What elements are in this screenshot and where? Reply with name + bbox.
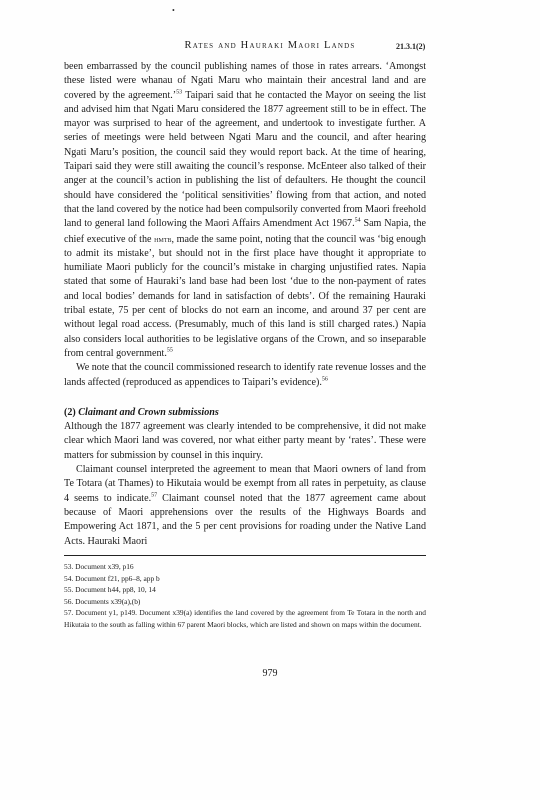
text-run: Sam Napia, the chief executive of the (64, 218, 426, 245)
footnote-ref: 54 (354, 217, 361, 224)
section-number: 21.3.1(2) (396, 42, 426, 51)
paragraph-1 (64, 60, 426, 361)
footnote-text: Document x39, p16 (75, 562, 134, 571)
running-head: Rates and Hauraki Maori Lands (184, 40, 356, 51)
footnotes (64, 561, 426, 631)
footnote (64, 607, 426, 630)
footnote-text: Documents x39(a),(b) (75, 596, 141, 606)
printer-mark: • (172, 6, 175, 15)
footnote-number: 54. (64, 573, 74, 583)
footnote-number: 53. (64, 562, 74, 571)
section-heading-title: Claimant and Crown submissions (78, 406, 219, 418)
section-heading (64, 406, 426, 420)
page-number: 979 (262, 668, 278, 679)
paragraph-3 (64, 420, 426, 463)
footnote-ref: 53 (176, 89, 183, 96)
text-run: Taipari said that he contacted the Mayor on seeing the list and advised him that Ngati Maru considered the 1877 agreement still to be in effect. The mayor was surprised to hear of the agreement, and undertook to investigate further. A series of meetings were held between Ngati Maru and the council, and after hearing Ngati Maru’s position, the council said they would report back. At the time of hearing, Taipari said they were still awaiting the council’s response. McEnteer also talked of their anger at the council’s action in publishing the list of defaulters. He thought the council should have considered the ‘political sensitivities’ flowing from that action, and noted that the land covered by the notice had been compulsorily converted from Maori freehold land to general land following the Maori Affairs Amendment Act 1967. (64, 89, 426, 230)
text-run: Claimant counsel interpreted the agreement to mean that Maori owners of land from Te Totara (at Thames) to Hikutaia would be exempt from all rates in perpetuity, as clause 4 seems to indicate. (64, 464, 426, 504)
body-text (64, 60, 426, 549)
paragraph-4 (64, 463, 426, 549)
text-run: Although the 1877 agreement was clearly intended to be comprehensive, it did not make clear which Maori land was covered, nor what either party meant by ‘rates’. These were matters for submission by counsel in this inquiry. (64, 421, 426, 461)
text-run: Claimant counsel noted that the 1877 agreement came about because of Maori apprehensions over the results of the Highways Boards and Empowering Act 1871, and the 5 per cent provisions for roading under the Native Land Acts. Hauraki Maori (64, 492, 426, 547)
footnote-ref: 55 (166, 347, 173, 354)
footnote-rule (64, 555, 426, 556)
footnote-number: 55. (64, 585, 74, 595)
footnote-ref: 56 (321, 376, 328, 383)
footnote (64, 561, 426, 573)
footnote (64, 573, 426, 585)
footnote (64, 584, 426, 596)
footnote-ref: 57 (151, 492, 158, 499)
paragraph-2 (64, 361, 426, 390)
footnote-number: 57. (64, 608, 74, 618)
footnote-number: 56. (64, 596, 74, 606)
section-heading-number: (2) (64, 406, 79, 418)
text-run: We note that the council commissioned research to identify rate revenue losses and the lands affected (reproduced as appendices to Taipari’s evidence). (64, 362, 426, 388)
footnote-text: Document f21, pp6–8, app b (75, 573, 160, 583)
footnote-text: Document y1, p149. Document x39(a) identifies the land covered by the agreement from Te Totara in the north and Hikutaia to the south as falling within 67 parent Maori blocks, which are listed and shown on maps within the document. (64, 608, 426, 629)
spacer (64, 390, 426, 406)
footnote-text: Document h44, pp8, 10, 14 (75, 585, 156, 595)
footnote (64, 596, 426, 608)
abbreviation: hmtb (154, 233, 172, 244)
text-run: , made the same point, noting that the council was ‘big enough to admit its mistake’, but should not in the first place have thought it appropriate to humiliate Maori publicly for the council’s mistake in charging unjustified rates. Napia stated that some of Hauraki’s land base had been lost ‘due to the non-payment of rates and local bodies’ demands for land in satisfaction of debts’. Of the remaining Hauraki tribal estate, 75 per cent of blocks do not earn an income, and around 37 per cent are without legal road access. (Presumably, much of this land is still charged rates.) Napia also considers local authorities to be legislative organs of the Crown, and so inseparable from central government. (64, 233, 426, 359)
text-run: been embarrassed by the council publishing names of those in rates arrears. ‘Amongst these listed were whanau of Ngati Maru who maintain their ancestral land and are covered by the agreement.’ (64, 61, 426, 101)
